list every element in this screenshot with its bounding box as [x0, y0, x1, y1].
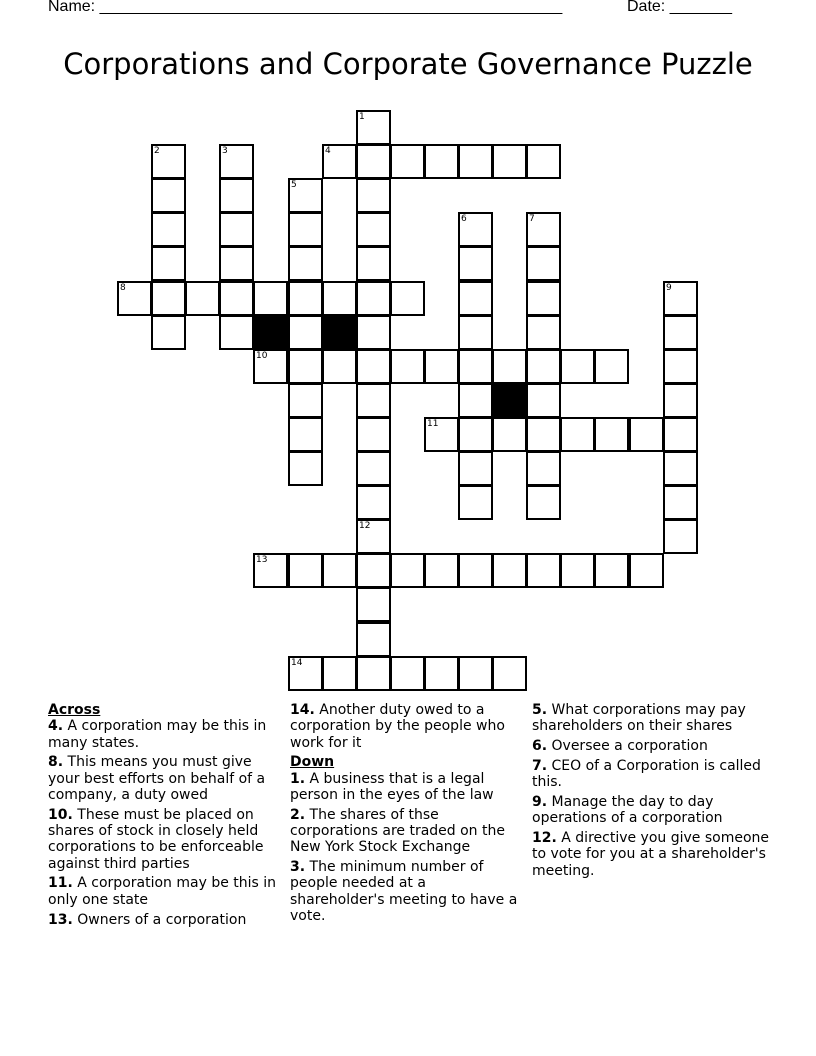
clue-across-14: 14. Another duty owed to a corporation by the people who work for it — [290, 702, 505, 751]
grid-cell[interactable] — [526, 144, 561, 179]
grid-cell[interactable] — [526, 246, 561, 281]
grid-cell[interactable] — [322, 144, 357, 179]
grid-cell[interactable] — [356, 212, 391, 247]
grid-cell[interactable] — [356, 417, 391, 452]
grid-cell[interactable] — [288, 212, 323, 247]
grid-cell[interactable] — [594, 417, 629, 452]
cell-number: 10 — [256, 351, 268, 361]
page-title: Corporations and Corporate Governance Puzzle — [63, 47, 753, 81]
grid-cell[interactable] — [663, 417, 698, 452]
clue-down-3: 3. The minimum number of people needed at a shareholder's meeting to have a vote. — [290, 859, 518, 925]
grid-cell[interactable] — [390, 553, 425, 588]
clue-across-4: 4. A corporation may be this in many states. — [48, 718, 267, 751]
grid-cell[interactable] — [219, 144, 254, 179]
grid-cell[interactable] — [424, 349, 459, 384]
cell-number: 12 — [359, 521, 371, 531]
grid-cell[interactable] — [526, 451, 561, 486]
cell-number: 2 — [154, 146, 160, 156]
grid-cell[interactable] — [356, 383, 391, 418]
clue-down-1: 1. A business that is a legal person in the eyes of the law — [290, 770, 494, 803]
grid-cell[interactable] — [288, 417, 323, 452]
grid-cell[interactable] — [151, 246, 186, 281]
grid-cell[interactable] — [663, 451, 698, 486]
grid-cell[interactable] — [253, 553, 288, 588]
grid-cell[interactable] — [560, 417, 595, 452]
grid-cell[interactable] — [492, 656, 527, 691]
grid-cell[interactable] — [526, 383, 561, 418]
grid-cell[interactable] — [322, 656, 357, 691]
grid-cell[interactable] — [356, 144, 391, 179]
grid-cell[interactable] — [288, 553, 323, 588]
grid-cell[interactable] — [458, 383, 493, 418]
grid-cell[interactable] — [356, 622, 391, 657]
grid-cell[interactable] — [185, 281, 220, 316]
grid-cell[interactable] — [117, 281, 152, 316]
grid-cell[interactable] — [356, 656, 391, 691]
grid-cell[interactable] — [526, 417, 561, 452]
grid-cell[interactable] — [219, 315, 254, 350]
grid-cell[interactable] — [356, 110, 391, 145]
grid-cell[interactable] — [424, 656, 459, 691]
clue-across-10: 10. These must be placed on shares of stock in closely held corporations to be enforceable against third parties — [48, 806, 264, 872]
grid-cell[interactable] — [458, 349, 493, 384]
grid-cell[interactable] — [356, 519, 391, 554]
cell-number: 9 — [666, 283, 672, 293]
grid-cell[interactable] — [492, 349, 527, 384]
clue-down-9: 9. Manage the day to day operations of a corporation — [532, 793, 723, 827]
cell-number: 3 — [222, 146, 228, 156]
grid-cell[interactable] — [458, 246, 493, 281]
grid-cell[interactable] — [458, 212, 493, 247]
grid-cell[interactable] — [663, 315, 698, 350]
clue-down-7: 7. CEO of a Corporation is called this. — [532, 757, 761, 791]
grid-cell[interactable] — [424, 144, 459, 179]
grid-cell[interactable] — [424, 553, 459, 588]
grid-cell[interactable] — [663, 349, 698, 384]
grid-cell[interactable] — [322, 349, 357, 384]
grid-cell[interactable] — [390, 281, 425, 316]
grid-cell[interactable] — [322, 553, 357, 588]
grid-cell[interactable] — [151, 212, 186, 247]
grid-cell[interactable] — [492, 144, 527, 179]
cell-number: 6 — [461, 214, 467, 224]
grid-cell[interactable] — [594, 553, 629, 588]
grid-cell[interactable] — [560, 553, 595, 588]
grid-cell[interactable] — [288, 451, 323, 486]
clue-column-2 — [290, 702, 522, 928]
grid-cell[interactable] — [253, 349, 288, 384]
grid-block — [253, 315, 288, 350]
grid-cell[interactable] — [253, 281, 288, 316]
grid-cell[interactable] — [390, 144, 425, 179]
grid-cell[interactable] — [356, 485, 391, 520]
grid-cell[interactable] — [390, 656, 425, 691]
grid-cell[interactable] — [219, 281, 254, 316]
grid-cell[interactable] — [288, 178, 323, 213]
grid-cell[interactable] — [356, 553, 391, 588]
clue-down-12: 12. A directive you give someone to vote for you at a shareholder's meeting. — [532, 830, 770, 879]
grid-cell[interactable] — [356, 178, 391, 213]
cell-number: 5 — [291, 180, 297, 190]
grid-cell[interactable] — [219, 212, 254, 247]
grid-cell[interactable] — [356, 587, 391, 622]
grid-cell[interactable] — [151, 178, 186, 213]
grid-cell[interactable] — [356, 451, 391, 486]
clue-across-11: 11. A corporation may be this in only one state — [48, 875, 277, 908]
cell-number: 1 — [359, 112, 365, 122]
grid-cell[interactable] — [288, 315, 323, 350]
grid-cell[interactable] — [458, 485, 493, 520]
grid-cell[interactable] — [458, 656, 493, 691]
cell-number: 7 — [529, 214, 535, 224]
grid-cell[interactable] — [288, 656, 323, 691]
grid-cell[interactable] — [458, 315, 493, 350]
grid-cell[interactable] — [458, 417, 493, 452]
grid-cell[interactable] — [458, 281, 493, 316]
grid-cell[interactable] — [288, 349, 323, 384]
grid-cell[interactable] — [526, 485, 561, 520]
grid-cell[interactable] — [663, 519, 698, 554]
grid-cell[interactable] — [458, 451, 493, 486]
grid-cell[interactable] — [288, 281, 323, 316]
grid-cell[interactable] — [219, 178, 254, 213]
grid-cell[interactable] — [390, 349, 425, 384]
grid-cell[interactable] — [424, 417, 459, 452]
grid-cell[interactable] — [288, 383, 323, 418]
grid-cell[interactable] — [526, 553, 561, 588]
grid-cell[interactable] — [356, 246, 391, 281]
grid-cell[interactable] — [492, 417, 527, 452]
grid-cell[interactable] — [560, 349, 595, 384]
grid-cell[interactable] — [288, 246, 323, 281]
name-field[interactable]: Name: ____________________________________________________ — [48, 0, 563, 15]
grid-cell[interactable] — [458, 553, 493, 588]
grid-cell[interactable] — [151, 315, 186, 350]
clue-down-2: 2. The shares of thse corporations are traded on the New York Stock Exchange — [290, 806, 505, 856]
date-field[interactable]: Date: _______ — [627, 0, 732, 15]
grid-cell[interactable] — [219, 246, 254, 281]
clue-across-13: 13. Owners of a corporation — [48, 911, 247, 928]
grid-cell[interactable] — [629, 553, 664, 588]
across-heading: Across — [48, 702, 101, 718]
clue-column-1 — [48, 702, 280, 931]
grid-cell[interactable] — [526, 315, 561, 350]
clue-column-3 — [532, 702, 772, 882]
cell-number: 14 — [291, 658, 303, 668]
clue-down-5: 5. What corporations may pay shareholders on their shares — [532, 702, 746, 735]
grid-cell[interactable] — [151, 281, 186, 316]
clue-across-8: 8. This means you must give your best efforts on behalf of a company, a duty owed — [48, 754, 266, 803]
grid-cell[interactable] — [356, 281, 391, 316]
down-heading: Down — [290, 754, 335, 771]
grid-cell[interactable] — [629, 417, 664, 452]
grid-cell[interactable] — [458, 144, 493, 179]
grid-cell[interactable] — [356, 349, 391, 384]
grid-cell[interactable] — [526, 349, 561, 384]
grid-cell[interactable] — [322, 281, 357, 316]
cell-number: 13 — [256, 555, 268, 565]
grid-cell[interactable] — [526, 212, 561, 247]
cell-number: 4 — [325, 146, 331, 156]
grid-cell[interactable] — [594, 349, 629, 384]
grid-block — [492, 383, 527, 418]
grid-cell[interactable] — [663, 485, 698, 520]
grid-block — [322, 315, 357, 350]
grid-cell[interactable] — [356, 315, 391, 350]
cell-number: 8 — [120, 283, 126, 293]
grid-cell[interactable] — [663, 383, 698, 418]
cell-number: 11 — [427, 419, 439, 429]
grid-cell[interactable] — [151, 144, 186, 179]
grid-cell[interactable] — [526, 281, 561, 316]
clue-down-6: 6. Oversee a corporation — [532, 738, 708, 755]
grid-cell[interactable] — [492, 553, 527, 588]
grid-cell[interactable] — [663, 281, 698, 316]
